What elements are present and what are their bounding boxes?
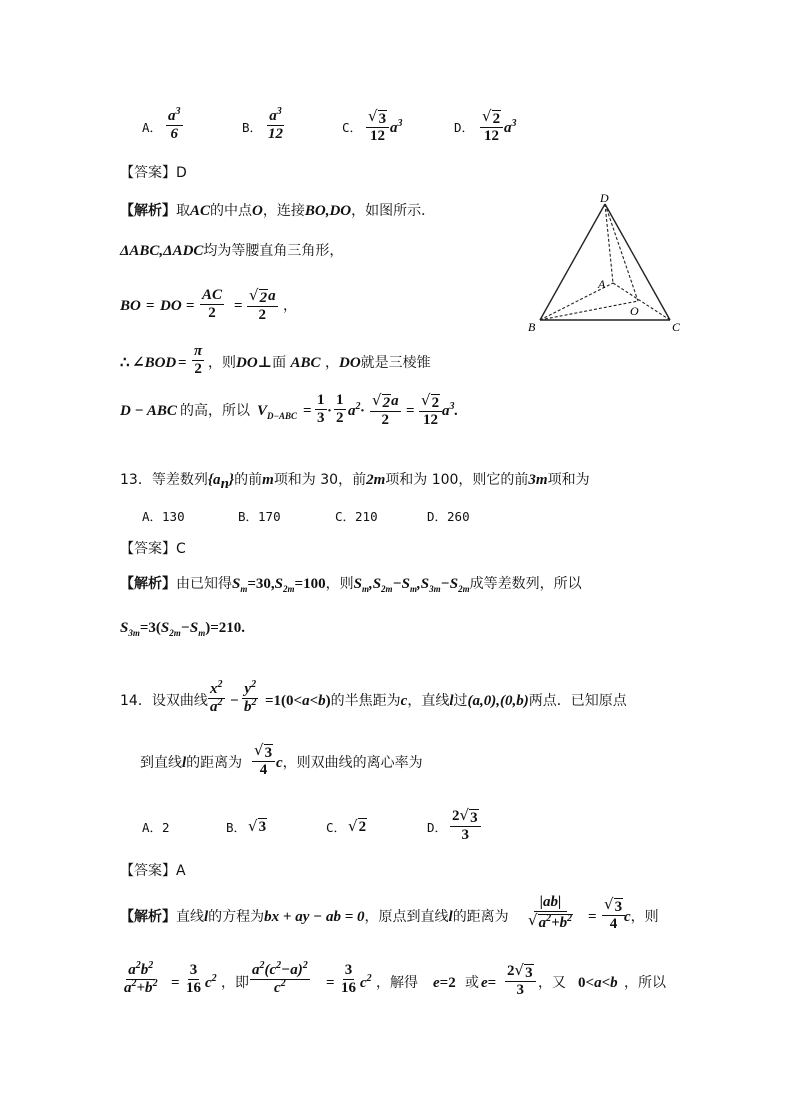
q13-answer: 【答案】C (120, 541, 186, 557)
option-a-label: A． (142, 120, 163, 135)
option-c-value: √ 2 (348, 817, 367, 835)
label-o: O (630, 304, 639, 318)
option-b-label: B． (226, 820, 247, 835)
label-a: A (598, 277, 606, 291)
q13-stem: 13．等差数列$\{a_n\}$的前m项和为 30，前2m项和为 100，则它的前3m项和为 (120, 472, 590, 492)
q13-analysis-line1: 【解析】由已知得$S_m=30,S_{2m}=100$，则$S_m,S_{2m}-S_m,S_{3m}-S_{2m}$成等差数列，所以 (120, 576, 582, 594)
option-a: A．130 (142, 509, 185, 524)
edge-bo (540, 301, 638, 320)
edge-db (540, 204, 605, 320)
label-d: D (600, 191, 609, 205)
option-c-label: C． (326, 820, 347, 835)
label-c: C (672, 320, 681, 334)
label-b: B (528, 320, 536, 334)
q12-analysis-line1: 【解析】取AC的中点O，连接BO,DO，如图所示． (120, 203, 436, 219)
option-d: D．260 (427, 509, 470, 524)
option-a: A．2 (142, 820, 170, 835)
option-a-value: $\frac{a^3}{6}$ (168, 106, 181, 142)
q13-analysis-line2: $S_{3m}=3(S_{2m}-S_m)=210$. (120, 620, 246, 638)
option-b-value: √ 3 (248, 817, 267, 835)
option-d-value: 2 √ 3 3 (450, 807, 481, 844)
option-d-value: √ 2 12 (480, 108, 503, 145)
edge-do (605, 204, 638, 301)
q14-answer: 【答案】A (120, 863, 186, 879)
option-c-value: √ 3 12 (366, 108, 389, 145)
pyramid-figure (520, 190, 690, 335)
option-d-label: D． (454, 120, 475, 135)
option-b: B．170 (238, 509, 281, 524)
option-d-label: D． (427, 820, 448, 835)
q12-analysis-line2: ΔABC,ΔADC均为等腰直角三角形， (120, 243, 344, 259)
q12-answer: 【答案】D (120, 165, 187, 181)
option-c: C．210 (335, 509, 378, 524)
option-b-value: $\frac{a^3}{12}$ (268, 106, 283, 142)
edge-dc (605, 204, 670, 320)
option-b-label: B． (242, 120, 263, 135)
edge-ac (613, 283, 670, 320)
option-c-label: C． (342, 120, 363, 135)
